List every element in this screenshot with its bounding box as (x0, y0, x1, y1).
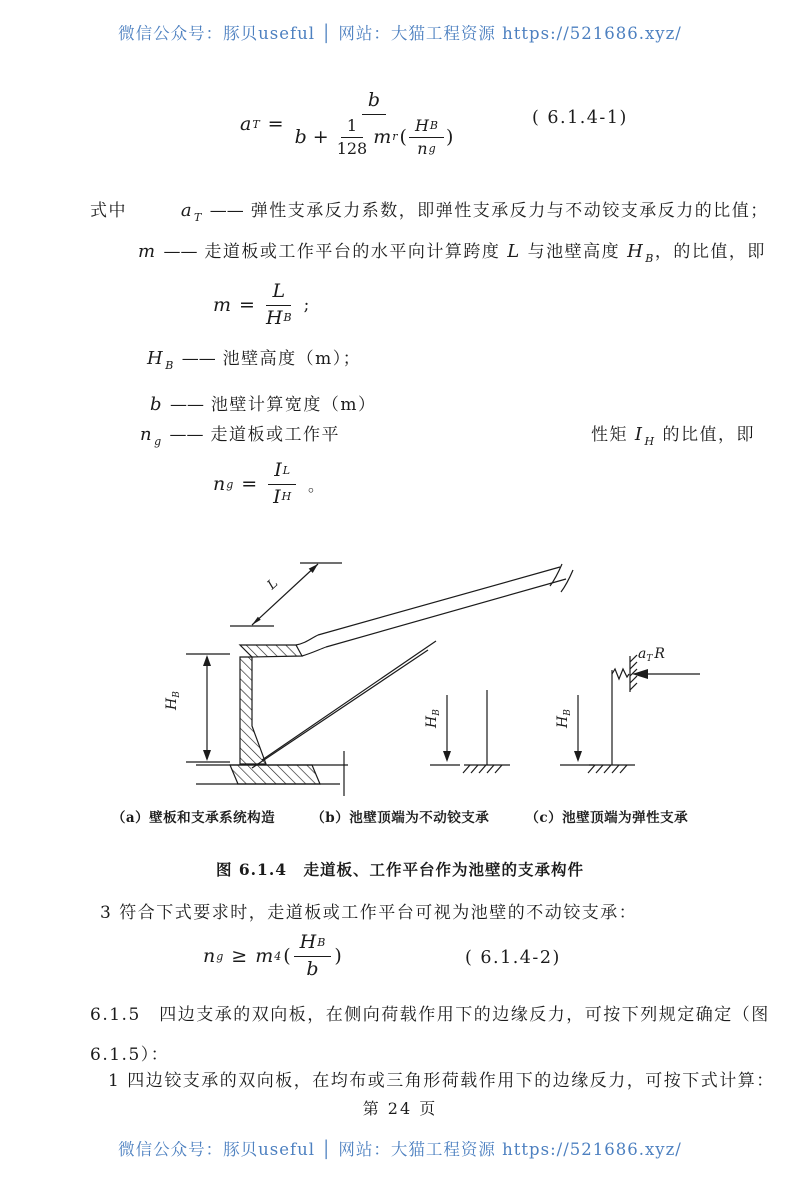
label-force-aTR: $a_T$ R (638, 646, 665, 664)
label-HB-c: $H_B$ (555, 709, 573, 728)
label-HB-a: $H_B$ (164, 691, 182, 710)
definition-m: m —— 走道板或工作平台的水平向计算跨度 L 与池壁高度 $H_B$，的比值，即 (138, 241, 766, 265)
figure-captions (0, 806, 800, 826)
main-fraction: b b + $\frac{1}{128}$ m r ( H B n g ) (294, 89, 454, 159)
equation-m: m = L H B ; (213, 280, 310, 329)
equation-number-2: ( 6.1.4-2) (465, 948, 561, 968)
definition-aT: 式中 $a_T$ —— 弹性支承反力系数，即弹性支承反力与不动铰支承反力的比值； (90, 200, 769, 224)
diagram-b-hinged-support (430, 690, 510, 773)
footer-branding-text: 微信公众号：豚贝useful │ 网站：大猫工程资源 https://521686.xyz/ (118, 1140, 682, 1159)
figure-6-1-4-drawing (0, 538, 800, 800)
caption-a: （a）壁板和支承系统构造 (111, 810, 276, 826)
diagram-a-wall-and-walkway (186, 563, 573, 796)
diagram-c-elastic-support (560, 655, 700, 773)
equation-6-1-4-2: n g ≥ m 4 ( H B b ) (203, 931, 342, 980)
header-branding-text: 微信公众号：豚贝useful │ 网站：大猫工程资源 https://521686.xyz/ (118, 24, 682, 43)
paragraph-3: 3 符合下式要求时，走道板或工作平台可视为池壁的不动铰支承： (100, 903, 638, 923)
definition-b: b —— 池壁计算宽度（m） (150, 394, 377, 415)
var-aT: a (240, 113, 252, 136)
definition-ng-left: $n_g$ —— 走道板或工作平 (140, 424, 340, 448)
equation-ng: n g = I L I H 。 (213, 459, 325, 508)
definition-ng-right: 性矩 $I_H$ 的比值，即 (591, 424, 756, 448)
equation-6-1-4-1: a T = b b + $\frac{1}{128}$ m r ( H B n g ) (240, 89, 454, 159)
paragraph-6-1-5-line2: 6.1.5）： (90, 1045, 170, 1065)
paragraph-6-1-5-line1: 6.1.5 四边支承的双向板，在侧向荷载作用下的边缘反力，可按下列规定确定（图 (90, 1005, 770, 1025)
paragraph-1: 1 四边铰支承的双向板，在均布或三角形荷载作用下的边缘反力，可按下式计算： (108, 1071, 775, 1091)
figure-title: 图 6.1.4 走道板、工作平台作为池壁的支承构件 (215, 860, 585, 879)
caption-b: （b）池壁顶端为不动铰支承 (311, 810, 490, 826)
label-HB-b: $H_B$ (424, 709, 442, 728)
equation-number-1: ( 6.1.4-1) (532, 108, 628, 128)
page-number: 第 24 页 (362, 1099, 438, 1118)
caption-c: （c）池壁顶端为弹性支承 (525, 810, 689, 826)
label-L: L (264, 576, 282, 593)
definition-HB: $H_B$ —— 池壁高度（m）； (147, 348, 362, 372)
